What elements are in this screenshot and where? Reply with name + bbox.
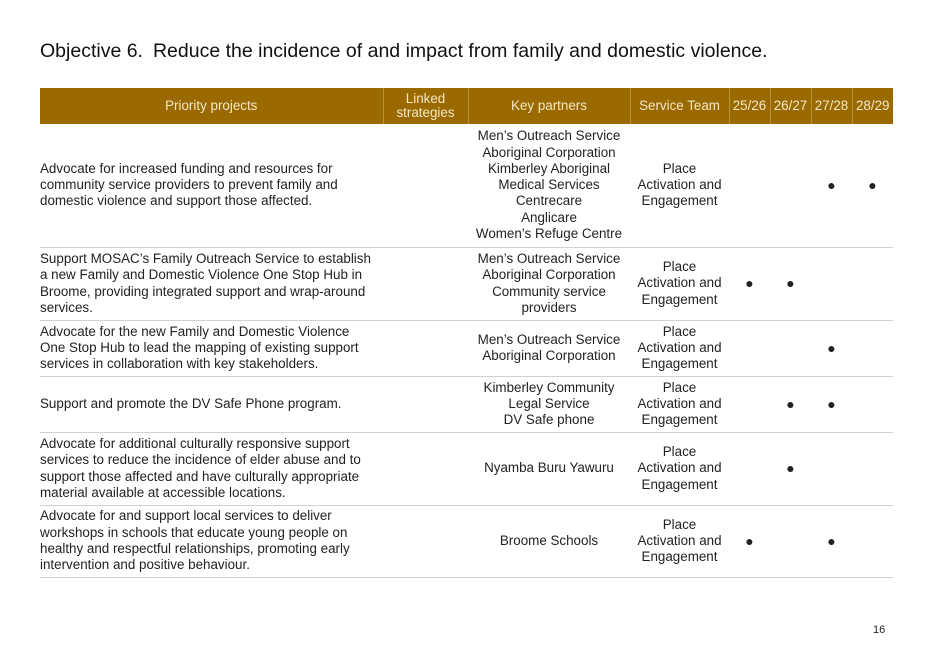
year-cell <box>811 432 852 505</box>
partner-line: Men’s Outreach Service <box>477 250 621 266</box>
timeline-marker: ● <box>786 395 795 412</box>
team-line: Engagement <box>641 193 718 209</box>
year-cell <box>811 505 852 577</box>
year-cell <box>852 505 893 577</box>
timeline-marker: ● <box>786 460 795 477</box>
table-row <box>40 505 893 577</box>
project-text-line: services to reduce the incidence of elder abuse and to <box>40 452 361 468</box>
key-partners-cell <box>468 124 630 247</box>
year-cell <box>770 124 811 247</box>
table-row <box>40 320 893 376</box>
header-year-28-29: 28/29 <box>852 88 893 124</box>
team-line: Engagement <box>641 356 718 372</box>
team-line: Engagement <box>641 549 718 565</box>
team-line: Activation and <box>637 339 722 355</box>
priority-projects-table <box>40 88 893 578</box>
timeline-marker: ● <box>827 339 836 356</box>
linked-strategies-cell <box>383 247 468 320</box>
project-text-line: intervention and positive behaviour. <box>40 557 250 573</box>
partner-line: Legal Service <box>508 395 590 411</box>
year-cell <box>729 432 770 505</box>
partner-line: Aboriginal Corporation <box>482 348 616 363</box>
timeline-marker: ● <box>868 177 877 194</box>
year-cell <box>770 320 811 376</box>
year-cell <box>770 432 811 505</box>
header-year-27-28: 27/28 <box>811 88 852 124</box>
team-line: Activation and <box>637 275 722 291</box>
year-cell <box>811 320 852 376</box>
key-partners-cell <box>468 376 630 432</box>
partner-line: Centrecare <box>515 193 583 209</box>
project-cell <box>40 432 383 505</box>
year-cell <box>770 247 811 320</box>
partner-line: Medical Services <box>498 177 600 193</box>
service-team-cell <box>630 432 729 505</box>
team-line: Place <box>662 444 697 460</box>
year-cell <box>852 247 893 320</box>
project-text-line: One Stop Hub to lead the mapping of existing support <box>40 339 359 355</box>
year-cell <box>729 320 770 376</box>
year-cell <box>852 124 893 247</box>
service-team-cell <box>630 247 729 320</box>
team-line: Activation and <box>637 460 722 476</box>
team-line: Place <box>662 160 697 176</box>
year-cell <box>729 124 770 247</box>
team-line: Activation and <box>637 532 722 548</box>
header-key-partners: Key partners <box>468 88 630 124</box>
project-text-line: Advocate for additional culturally responsive support <box>40 435 350 451</box>
project-text-line: community service providers to prevent family and <box>40 177 338 193</box>
project-text-line: domestic violence and support those affected. <box>40 193 313 209</box>
key-partners-cell <box>468 432 630 505</box>
partner-line: Aboriginal Corporation <box>482 144 616 160</box>
table-row <box>40 376 893 432</box>
year-cell <box>729 376 770 432</box>
partner-line: Women’s Refuge Centre <box>475 225 623 241</box>
partner-line: Community service <box>492 283 606 299</box>
header-year-26-27: 26/27 <box>770 88 811 124</box>
timeline-marker: ● <box>745 532 754 549</box>
objective-heading <box>40 40 768 63</box>
key-partners-cell <box>468 247 630 320</box>
header-year-25-26: 25/26 <box>729 88 770 124</box>
partner-line: Kimberley Aboriginal <box>487 160 611 176</box>
partner-line: Aboriginal Corporation <box>482 267 616 283</box>
team-line: Activation and <box>637 395 722 411</box>
partner-line: Broome Schools <box>499 532 599 548</box>
year-cell <box>852 432 893 505</box>
project-text-line: support those affected and have culturally appropriate <box>40 468 360 484</box>
year-cell <box>729 247 770 320</box>
timeline-marker: ● <box>827 532 836 549</box>
project-text-line: Advocate for the new Family and Domestic Violence <box>40 323 350 339</box>
service-team-cell <box>630 505 729 577</box>
team-line: Activation and <box>637 177 722 193</box>
linked-strategies-cell <box>383 505 468 577</box>
header-service-team: Service Team <box>630 88 729 124</box>
header-linked-line2: strategies <box>396 105 455 120</box>
timeline-marker: ● <box>745 275 754 292</box>
year-cell <box>770 376 811 432</box>
key-partners-cell <box>468 505 630 577</box>
project-text-line: Support MOSAC’s Family Outreach Service to establish <box>40 250 371 266</box>
project-cell <box>40 124 383 247</box>
project-text-line: services. <box>40 299 93 315</box>
objective-label: Objective 6. <box>40 40 143 62</box>
project-text-line: services in collaboration with key stakeholders. <box>40 356 319 372</box>
project-text-line: Broome, providing integrated support and wrap-around <box>40 283 366 299</box>
linked-strategies-cell <box>383 320 468 376</box>
team-line: Place <box>662 323 697 339</box>
project-cell <box>40 376 383 432</box>
table-row <box>40 432 893 505</box>
partner-line: Kimberley Community <box>483 379 615 395</box>
timeline-marker: ● <box>786 275 795 292</box>
table-body <box>40 124 893 577</box>
key-partners-cell <box>468 320 630 376</box>
team-line: Place <box>662 379 697 395</box>
linked-strategies-cell <box>383 376 468 432</box>
partner-line: DV Safe phone <box>503 412 595 428</box>
team-line: Place <box>662 259 697 275</box>
team-line: Engagement <box>641 476 718 492</box>
year-cell <box>729 505 770 577</box>
partner-line: Anglicare <box>521 209 577 225</box>
objective-title: Reduce the incidence of and impact from family and domestic violence. <box>152 40 768 62</box>
partner-line: Men’s Outreach Service <box>477 331 621 347</box>
project-cell <box>40 320 383 376</box>
year-cell <box>770 505 811 577</box>
service-team-cell <box>630 320 729 376</box>
header-linked-strategies <box>383 88 468 124</box>
partner-line: providers <box>521 299 577 315</box>
service-team-cell <box>630 124 729 247</box>
year-cell <box>811 247 852 320</box>
table-row <box>40 247 893 320</box>
year-cell <box>811 376 852 432</box>
team-line: Engagement <box>641 291 718 307</box>
project-cell <box>40 247 383 320</box>
project-text-line: material available at accessible locations. <box>40 484 286 500</box>
partner-line: Nyamba Buru Yawuru <box>484 460 614 476</box>
project-text-line: healthy and respectful relationships, promoting early <box>40 541 350 556</box>
linked-strategies-cell <box>383 432 468 505</box>
page-number: 16 <box>873 624 886 636</box>
timeline-marker: ● <box>827 395 836 412</box>
partner-line: Men’s Outreach Service <box>477 128 621 144</box>
table-row <box>40 124 893 247</box>
team-line: Place <box>662 516 697 532</box>
project-text-line: a new Family and Domestic Violence One Stop Hub in <box>40 267 363 283</box>
service-team-cell <box>630 376 729 432</box>
project-text-line: Advocate for and support local services to deliver <box>40 508 332 524</box>
linked-strategies-cell <box>383 124 468 247</box>
header-priority-projects: Priority projects <box>40 88 383 124</box>
table-header-row <box>40 88 893 124</box>
timeline-marker: ● <box>827 177 836 194</box>
year-cell <box>852 320 893 376</box>
project-text-line: Advocate for increased funding and resources for <box>40 160 333 176</box>
year-cell <box>852 376 893 432</box>
header-linked-line1: Linked <box>405 91 446 106</box>
project-text-line: workshops in schools that educate young people on <box>40 524 348 540</box>
project-text-line: Support and promote the DV Safe Phone program. <box>40 395 342 411</box>
year-cell <box>811 124 852 247</box>
team-line: Engagement <box>641 412 718 428</box>
project-cell <box>40 505 383 577</box>
